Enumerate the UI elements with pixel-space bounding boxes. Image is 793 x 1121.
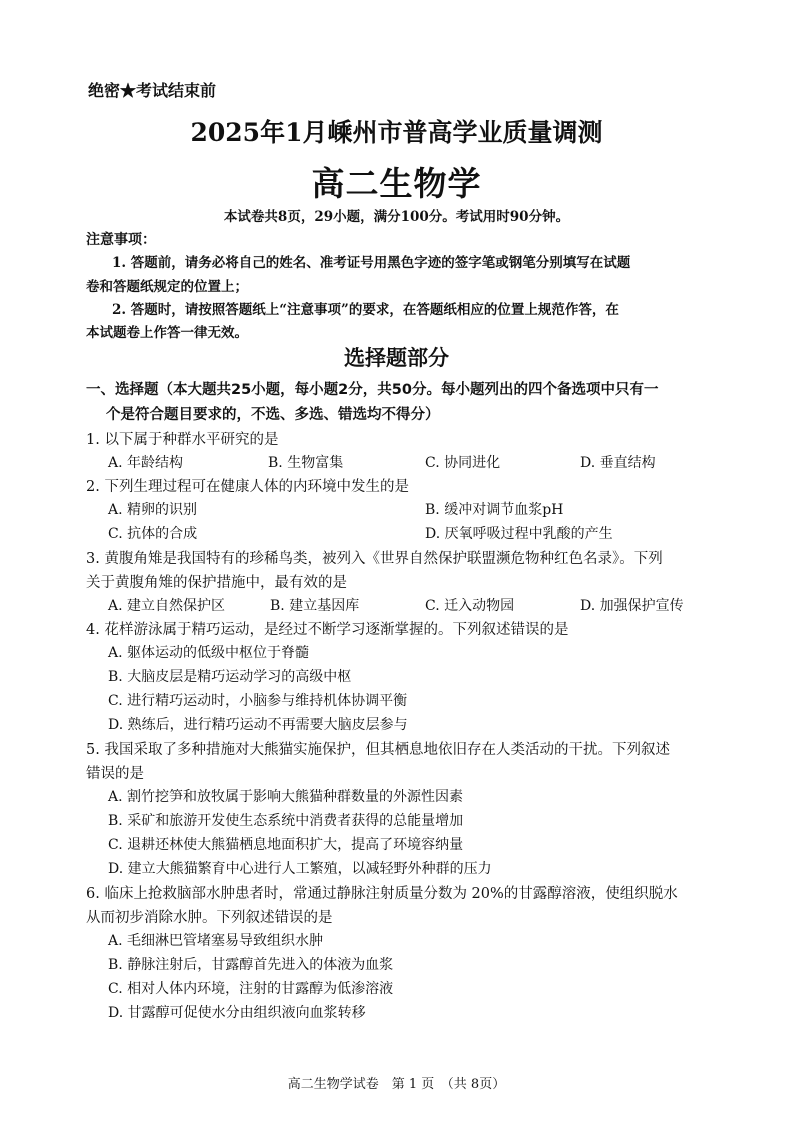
subject-title: 高二生物学 <box>311 164 482 203</box>
question-6-option-b: B. 静脉注射后，甘露醇首先进入的体液为血浆 <box>108 957 394 973</box>
question-2-option-b: B. 缓冲对调节血浆pH <box>425 502 564 518</box>
question-2-stem: 2. 下列生理过程可在健康人体的内环境中发生的是 <box>86 479 409 495</box>
question-6-stem-line-1: 6. 临床上抢救脑部水肿患者时，常通过静脉注射质量分数为 20%的甘露醇溶液，使组织脱水 <box>86 886 678 902</box>
section-title: 选择题部分 <box>344 345 449 370</box>
question-3-option-c: C. 迁入动物园 <box>425 598 515 614</box>
exam-title: 2025年1月嵊州市普高学业质量调测 <box>190 118 603 147</box>
question-3-option-d: D. 加强保护宣传 <box>580 598 684 614</box>
page-footer: 高二生物学试卷 第 1 页 （共 8页） <box>287 1077 506 1092</box>
question-4-option-a: A. 躯体运动的低级中枢位于脊髓 <box>108 645 310 661</box>
question-4-option-b: B. 大脑皮层是精巧运动学习的高级中枢 <box>108 669 352 685</box>
question-4-stem: 4. 花样游泳属于精巧运动，是经过不断学习逐渐掌握的。下列叙述错误的是 <box>86 622 569 638</box>
question-5-option-a: A. 割竹挖笋和放牧属于影响大熊猫种群数量的外源性因素 <box>108 789 464 805</box>
question-1-option-b: B. 生物富集 <box>268 455 344 471</box>
question-3-stem-line-2: 关于黄腹角雉的保护措施中，最有效的是 <box>86 575 347 591</box>
question-3-stem-line-1: 3. 黄腹角雉是我国特有的珍稀鸟类，被列入《世界自然保护联盟濒危物种红色名录》。下列 <box>86 551 663 567</box>
question-5-option-d: D. 建立大熊猫繁育中心进行人工繁殖，以减轻野外种群的压力 <box>108 861 492 877</box>
question-1-stem: 1. 以下属于种群水平研究的是 <box>86 432 279 448</box>
notice-item-1-line-1: 1. 答题前，请务必将自己的姓名、准考证号用黑色字迹的签字笔或钢笔分别填写在试题 <box>112 255 631 271</box>
question-3-option-b: B. 建立基因库 <box>270 598 360 614</box>
question-1-option-d: D. 垂直结构 <box>580 455 656 471</box>
question-5-stem-line-1: 5. 我国采取了多种措施对大熊猫实施保护，但其栖息地依旧存在人类活动的干扰。下列叙述 <box>86 742 670 758</box>
section-intro-line-2: 个是符合题目要求的，不选、多选、错选均不得分） <box>106 407 440 423</box>
question-1-option-c: C. 协同进化 <box>425 455 501 471</box>
question-1-option-a: A. 年龄结构 <box>108 455 184 471</box>
question-5-option-b: B. 采矿和旅游开发使生态系统中消费者获得的总能量增加 <box>108 813 464 829</box>
question-6-option-d: D. 甘露醇可促使水分由组织液向血浆转移 <box>108 1005 366 1021</box>
notice-heading: 注意事项： <box>86 232 156 248</box>
question-2-option-a: A. 精卵的识别 <box>108 502 198 518</box>
question-5-stem-line-2: 错误的是 <box>86 766 144 782</box>
confidential-label: 绝密★考试结束前 <box>88 81 217 100</box>
section-intro-line-1: 一、选择题（本大题共25小题，每小题2分，共50分。每小题列出的四个备选项中只有一 <box>86 382 659 398</box>
question-5-option-c: C. 退耕还林使大熊猫栖息地面积扩大，提高了环境容纳量 <box>108 837 464 853</box>
notice-item-1-line-2: 卷和答题纸规定的位置上； <box>86 279 248 295</box>
question-6-option-c: C. 相对人体内环境，注射的甘露醇为低渗溶液 <box>108 981 394 997</box>
question-2-option-d: D. 厌氧呼吸过程中乳酸的产生 <box>425 526 613 542</box>
notice-item-2-line-1: 2. 答题时，请按照答题纸上“注意事项”的要求，在答题纸相应的位置上规范作答，在 <box>112 302 619 318</box>
question-4-option-d: D. 熟练后，进行精巧运动不再需要大脑皮层参与 <box>108 717 408 733</box>
question-6-option-a: A. 毛细淋巴管堵塞易导致组织水肿 <box>108 933 324 949</box>
notice-item-2-line-2: 本试题卷上作答一律无效。 <box>86 325 248 341</box>
exam-info: 本试卷共8页，29小题，满分100分。考试用时90分钟。 <box>223 209 570 225</box>
question-3-option-a: A. 建立自然保护区 <box>108 598 226 614</box>
question-6-stem-line-2: 从而初步消除水肿。下列叙述错误的是 <box>86 910 333 926</box>
question-2-option-c: C. 抗体的合成 <box>108 526 198 542</box>
question-4-option-c: C. 进行精巧运动时，小脑参与维持机体协调平衡 <box>108 693 408 709</box>
